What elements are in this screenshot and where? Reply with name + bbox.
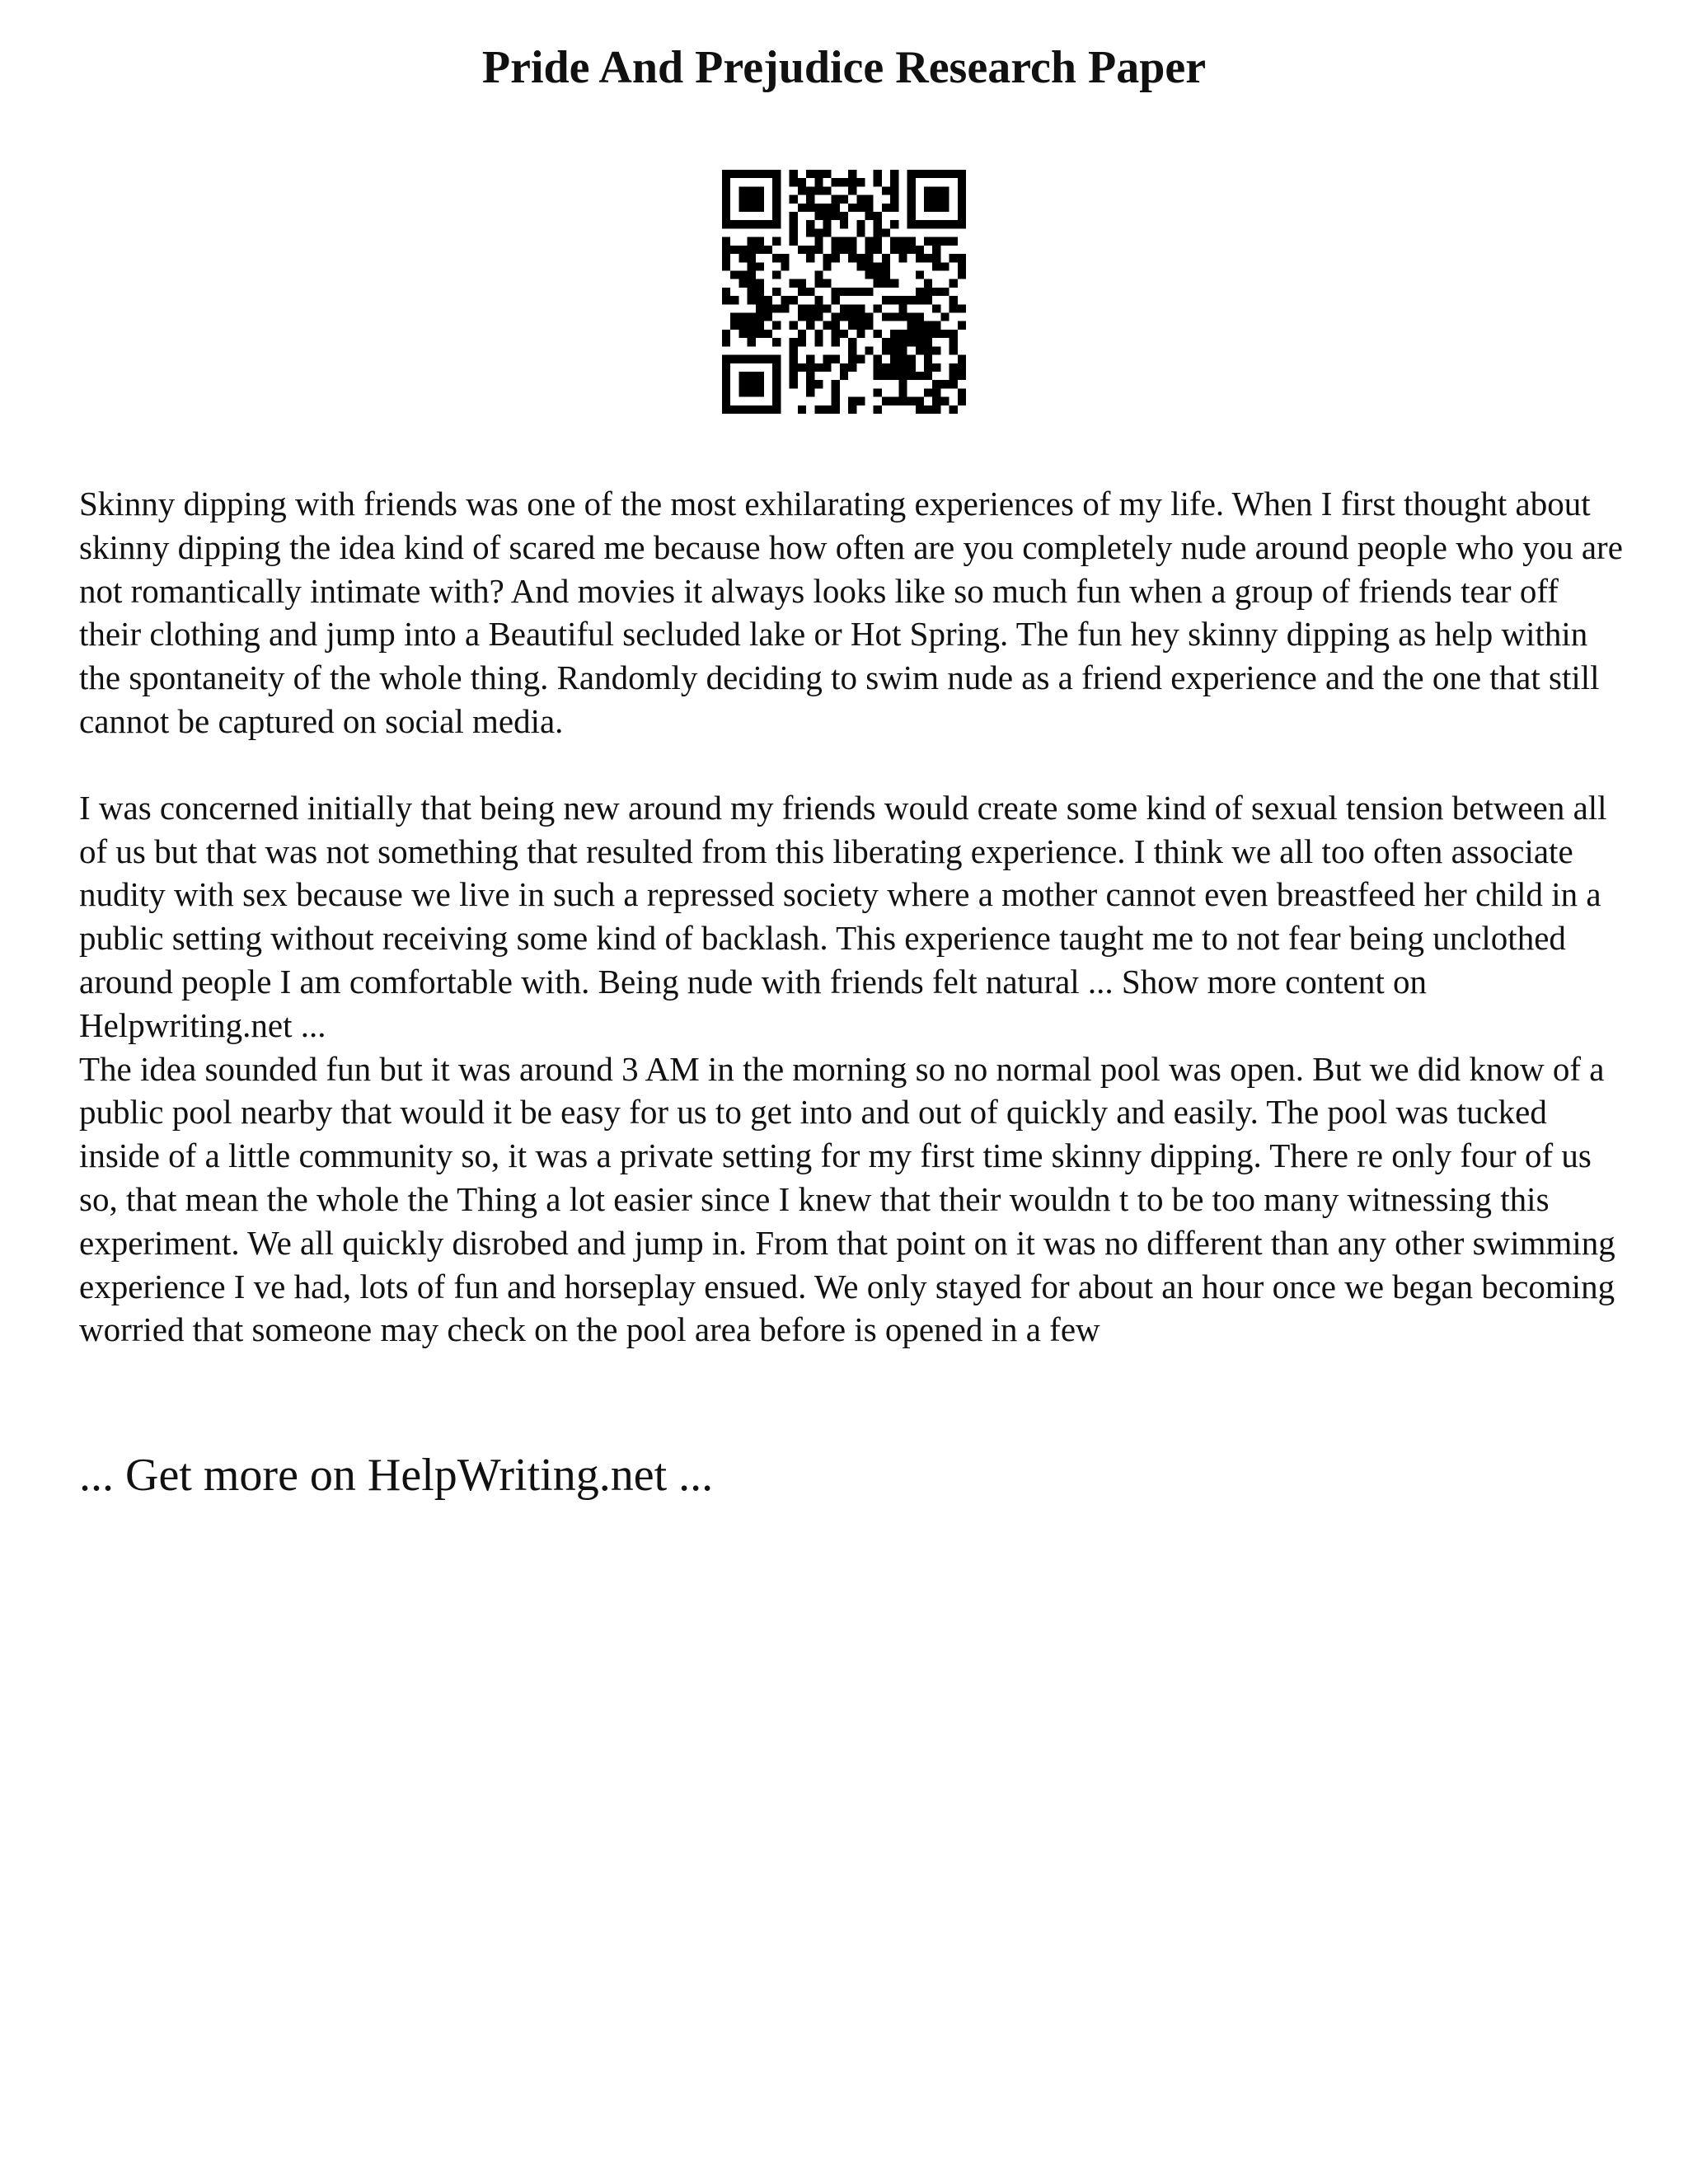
page-title: Pride And Prejudice Research Paper xyxy=(481,42,1207,93)
get-more-link[interactable]: ... Get more on HelpWriting.net ... xyxy=(79,1450,714,1501)
paragraph-2: I was concerned initially that being new around my friends would create some kind of sexual tension between all of us but that was not something that resulted from this liberating experience. I think we all too often associate nudity with sex because we live in such a repressed society where a mother cannot even breastfeed her child in a public setting without receiving some kind of backlash. This experience taught me to not fear being unclothed around people I am comfortable with. Being nude with friends felt natural ... Show more content on Helpwriting.net ... xyxy=(79,788,1607,1044)
article-body xyxy=(79,482,1629,1352)
qr-code-icon xyxy=(722,170,966,414)
paragraph-1: Skinny dipping with friends was one of the most exhilarating experiences of my life. When I first thought about skinny dipping the idea kind of scared me because how often are you completely nude around people who you are not romantically intimate with? And movies it always looks like so much fun when a group of friends tear off their clothing and jump into a Beautiful secluded lake or Hot Spring. The fun hey skinny dipping as help within the spontaneity of the whole thing. Randomly deciding to swim nude as a friend experience and the one that still cannot be captured on social media. xyxy=(79,485,1623,740)
paragraph-3: The idea sounded fun but it was around 3 AM in the morning so no normal pool was open. But we did know of a public pool nearby that would it be easy for us to get into and out of quickly and easily. The pool was tucked inside of a little community so, it was a private setting for my first time skinny dipping. There re only four of us so, that mean the whole the Thing a lot easier since I knew that their wouldn t to be too many witnessing this experiment. We all quickly disrobed and jump in. From that point on it was no different than any other swimming experience I ve had, lots of fun and horseplay ensued. We only stayed for about an hour once we began becoming worried that someone may check on the pool area before is opened in a few xyxy=(79,1049,1615,1349)
